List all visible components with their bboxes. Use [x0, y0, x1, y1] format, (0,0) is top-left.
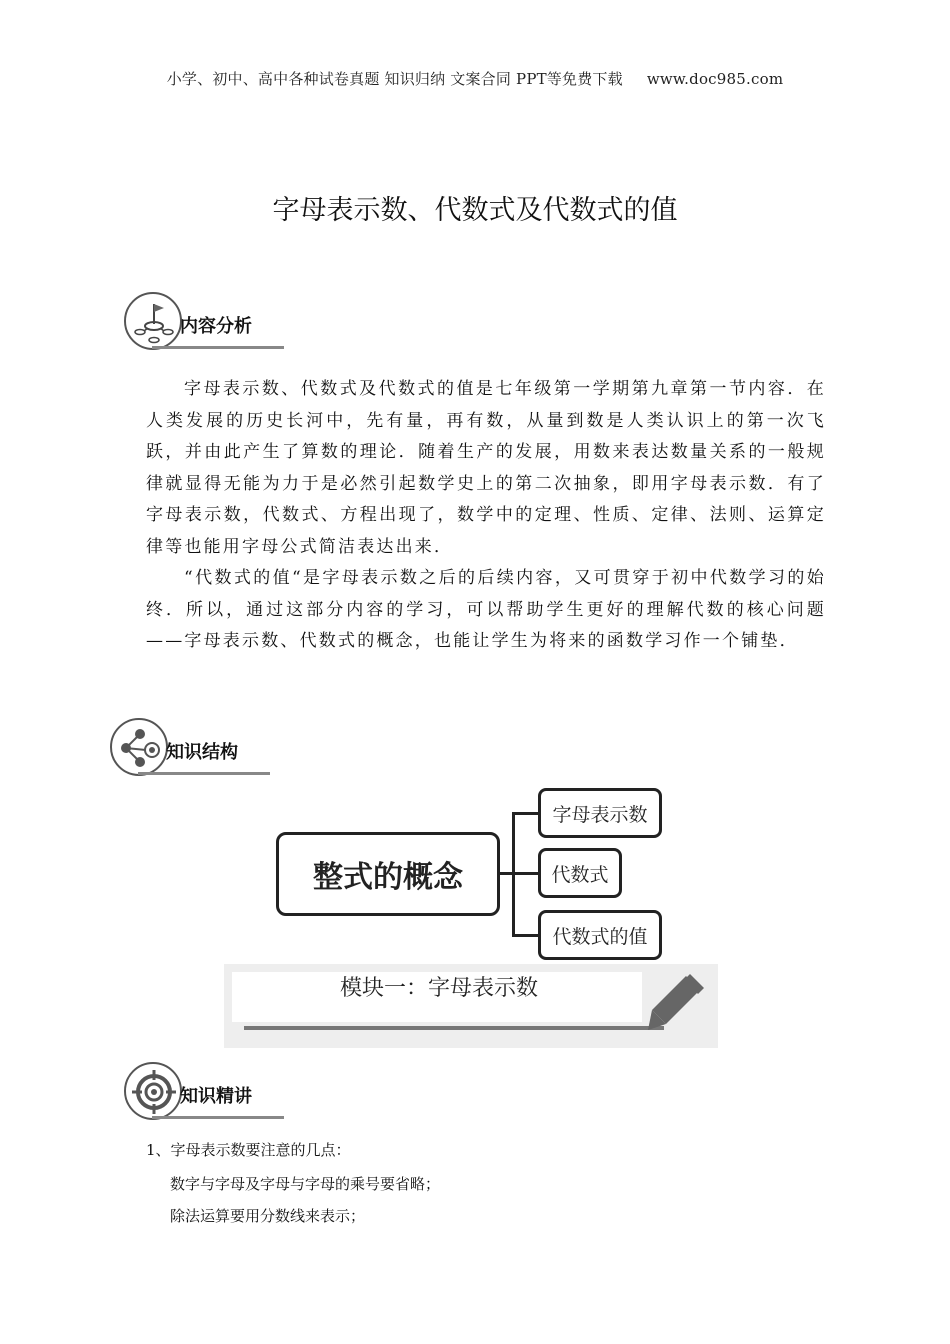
section-content-analysis — [124, 292, 324, 356]
module-title: 模块一：字母表示数 — [339, 976, 538, 1001]
header-url[interactable]: www.doc985.com — [646, 70, 784, 88]
section-label: 内容分析 — [180, 316, 252, 337]
mindmap-connector — [512, 872, 538, 875]
lecture-point: 数字与字母及字母与字母的乘号要省略； — [170, 1175, 441, 1193]
crosshair-icon — [124, 1062, 182, 1120]
mindmap-child: 代数式 — [538, 848, 622, 898]
module-banner — [224, 964, 718, 1048]
flag-target-icon — [124, 292, 182, 350]
concept-mindmap — [270, 784, 670, 964]
document-title: 字母表示数、代数式及代数式的值 — [272, 195, 678, 226]
section-underline — [152, 346, 284, 349]
page-header — [0, 68, 950, 89]
pencil-icon — [648, 970, 708, 1036]
lecture-item-title: 1、字母表示数要注意的几点： — [146, 1141, 351, 1159]
analysis-paragraph: “代数式的值“是字母表示数之后的后续内容，又可贯穿于初中代数学习的始终．所以，通过这部分内容的学习，可以帮助学生更好的理解代数的核心问题——字母表示数、代数式的概念，也能让学生为将来的函数学习作一个铺垫． — [146, 568, 826, 651]
lecture-point: 除法运算要用分数线来表示； — [170, 1207, 366, 1225]
analysis-paragraph: 字母表示数、代数式及代数式的值是七年级第一学期第九章第一节内容．在人类发展的历史长河中，先有量，再有数，从量到数是人类认识上的第一次飞跃，并由此产生了算数的理论．随着生产的发展，用数来表达数量关系的一般规律就显得无能为力于是必然引起数学史上的第二次抽象，即用字母表示数．有了字母表示数，代数式、方程出现了，数学中的定理、性质、定律、法则、运算定律等也能用字母公式简洁表达出来． — [146, 379, 826, 557]
mindmap-connector — [512, 934, 538, 937]
analysis-text — [146, 374, 826, 658]
section-knowledge-lecture — [124, 1062, 324, 1126]
mindmap-child: 代数式的值 — [538, 910, 662, 960]
mindmap-child: 字母表示数 — [538, 788, 662, 838]
section-knowledge-structure — [110, 718, 310, 782]
module-underline — [244, 1026, 664, 1030]
section-underline — [138, 772, 270, 775]
mindmap-root: 整式的概念 — [276, 832, 500, 916]
section-underline — [152, 1116, 284, 1119]
network-icon — [110, 718, 168, 776]
section-label: 知识精讲 — [180, 1086, 252, 1107]
header-site-text: 小学、初中、高中各种试卷真题 知识归纳 文案合同 PPT等免费下载 — [166, 70, 623, 88]
section-label: 知识结构 — [166, 742, 238, 763]
mindmap-connector — [512, 812, 538, 815]
